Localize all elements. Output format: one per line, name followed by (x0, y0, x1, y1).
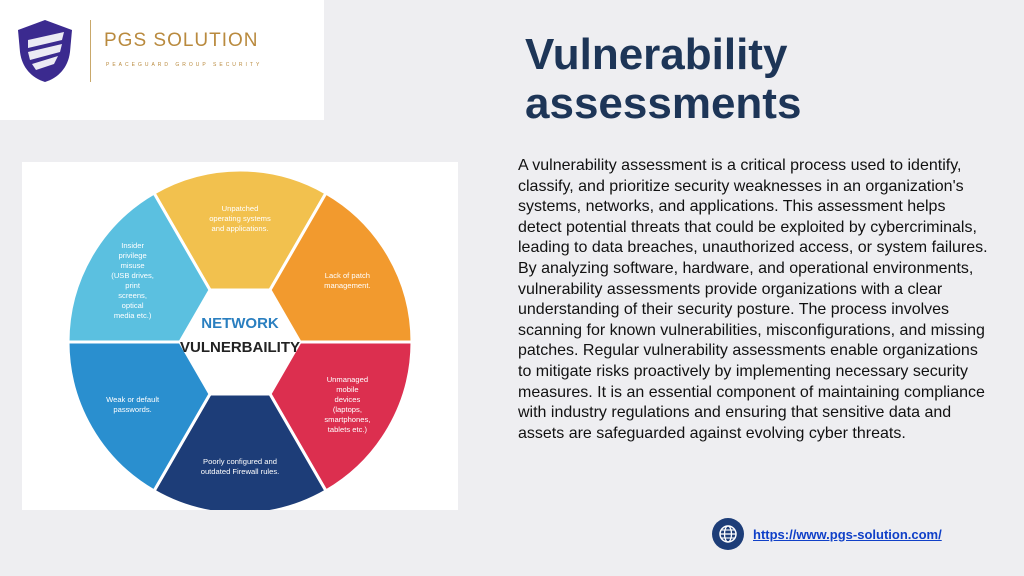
network-vulnerability-diagram (22, 162, 458, 510)
diagram-segment-6-label: Insider (121, 241, 145, 250)
diagram-segment-1-label: Unpatched (221, 204, 259, 213)
logo-panel (0, 0, 324, 120)
diagram-segment-5-label: Weak or default (106, 395, 160, 404)
diagram-segment-6-label: optical (121, 301, 144, 310)
diagram-segment-6-label: screens, (118, 291, 147, 300)
diagram-center-line2: VULNERBAILITY (180, 339, 300, 356)
shield-logo-icon (14, 18, 76, 84)
website-link[interactable]: https://www.pgs-solution.com/ (753, 526, 942, 542)
diagram-segment-2-label: Lack of patch (324, 271, 370, 280)
diagram-segment-6-label: privilege (118, 251, 147, 260)
footer-link-row (712, 518, 942, 550)
globe-icon (712, 518, 744, 550)
diagram-segment-4-label: outdated Firewall rules. (200, 467, 280, 476)
page-title: Vulnerability assessments (525, 30, 802, 128)
diagram-segment-3-label: smartphones, (324, 415, 371, 424)
diagram-center-line1: NETWORK (201, 315, 279, 332)
brand-tagline: PEACEGUARD GROUP SECURITY (106, 62, 263, 68)
diagram-segment-6-label: media etc.) (113, 311, 152, 320)
diagram-segment-3-label: devices (334, 395, 361, 404)
diagram-segment-6-label: (USB drives, (111, 271, 154, 280)
logo-divider (90, 20, 91, 82)
diagram-wheel (22, 162, 458, 510)
description-paragraph: A vulnerability assessment is a critical process used to identify, classify, and prioritize security weaknesses in an organization's systems, networks, and applications. This assessment helps detect potential threats that could be exploited by cybercriminals, leading to data breaches, unauthorized access, or system failures. By analyzing software, hardware, and operational environments, vulnerability assessments provide organizations with a clear understanding of their security posture. The process involves scanning for known vulnerabilities, misconfigurations, and missing patches. Regular vulnerability assessments enable organizations to mitigate risks proactively by implementing necessary security measures. It is an essential component of maintaining compliance with industry regulations and ensuring that sensitive data and assets are safeguarded against evolving cyber threats. (518, 157, 988, 442)
diagram-segment-3-label: (laptops, (332, 405, 362, 414)
diagram-segment-3-label: tablets etc.) (327, 425, 368, 434)
diagram-segment-1-label: and applications. (211, 224, 269, 233)
diagram-segment-2-label: management. (324, 281, 371, 290)
diagram-segment-3-label: mobile (336, 385, 359, 394)
diagram-segment-6-label: print (125, 281, 141, 290)
diagram-segment-5-label: passwords. (113, 405, 152, 414)
diagram-segment-3-label: Unmanaged (326, 375, 369, 384)
brand-name: PGS SOLUTION (104, 30, 259, 51)
diagram-segment-6-label: misuse (120, 261, 145, 270)
diagram-segment-4-label: Poorly configured and (203, 457, 277, 466)
diagram-segment-1-label: operating systems (209, 214, 271, 223)
